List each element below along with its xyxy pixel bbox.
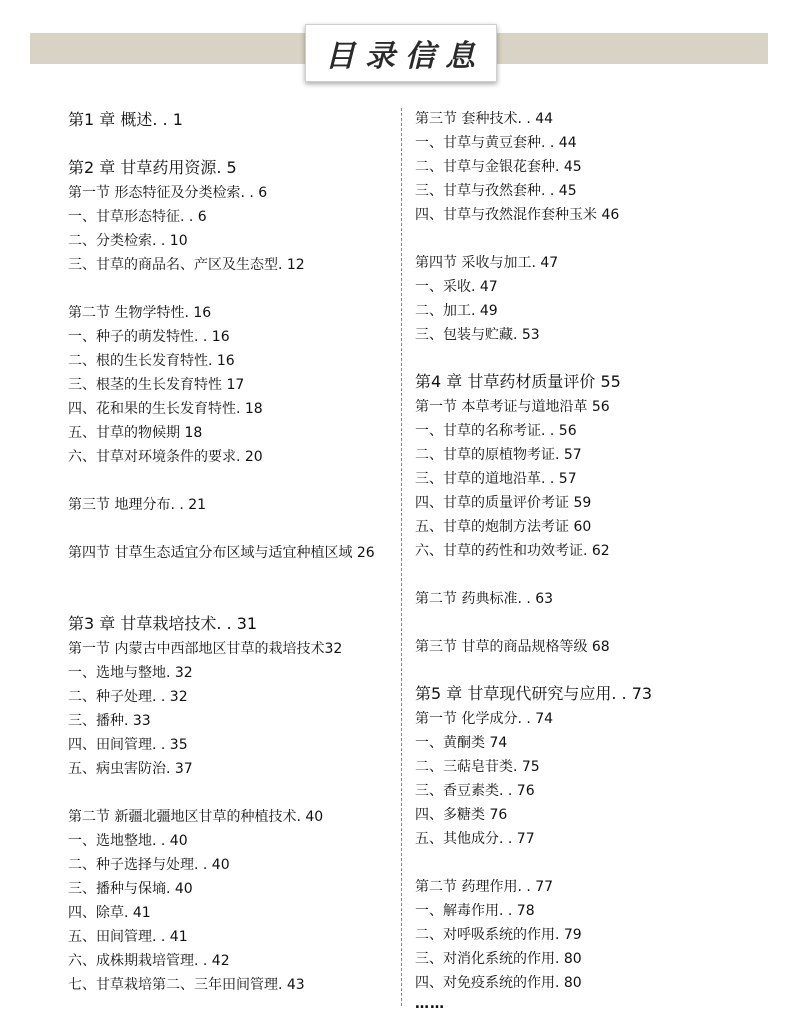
toc-entry: 二、分类检索. . 10 (68, 233, 188, 249)
toc-entry: 二、种子选择与处理. . 40 (68, 857, 230, 873)
toc-entry: 三、包装与贮藏. 53 (415, 327, 540, 343)
column-divider (401, 108, 402, 1006)
toc-entry: 四、对免疫系统的作用. 80 (415, 975, 582, 991)
toc-entry: 六、成株期栽培管理. . 42 (68, 953, 230, 969)
toc-entry: 五、甘草的物候期 18 (68, 425, 203, 441)
toc-continuation-ellipsis: …… (415, 996, 445, 1012)
toc-entry-chapter: 第2 章 甘草药用资源. 5 (68, 158, 237, 177)
toc-entry-section: 第二节 新疆北疆地区甘草的种植技术. 40 (68, 809, 324, 825)
toc-entry: 三、播种. 33 (68, 713, 151, 729)
toc-entry: 五、其他成分. . 77 (415, 831, 535, 847)
toc-entry: 一、采收. 47 (415, 279, 498, 295)
toc-entry: 七、甘草栽培第二、三年田间管理. 43 (68, 977, 305, 993)
toc-entry: 五、田间管理. . 41 (68, 929, 188, 945)
toc-entry-section: 第二节 药典标准. . 63 (415, 591, 554, 607)
toc-entry: 六、甘草的药性和功效考证. 62 (415, 543, 610, 559)
toc-entry: 一、种子的萌发特性. . 16 (68, 329, 230, 345)
toc-entry: 四、多糖类 76 (415, 807, 508, 823)
page-title: 目录信息 (325, 39, 485, 74)
toc-entry: 三、根茎的生长发育特性 17 (68, 377, 245, 393)
toc-entry: 一、黄酮类 74 (415, 735, 508, 751)
toc-entry: 四、田间管理. . 35 (68, 737, 188, 753)
header-title-box (305, 24, 497, 82)
toc-entry: 四、除草. 41 (68, 905, 151, 921)
toc-entry-section: 第三节 地理分布. . 21 (68, 497, 207, 513)
toc-entry: 五、甘草的炮制方法考证 60 (415, 519, 592, 535)
toc-entry-section: 第一节 内蒙古中西部地区甘草的栽培技术32 (68, 641, 343, 657)
toc-entry-section: 第四节 甘草生态适宜分布区域与适宜种植区域 26 (68, 545, 375, 561)
toc-entry-section: 第一节 化学成分. . 74 (415, 711, 554, 727)
toc-entry: 二、种子处理. . 32 (68, 689, 188, 705)
toc-entry: 一、甘草形态特征. . 6 (68, 209, 207, 225)
toc-entry: 三、甘草的道地沿革. . 57 (415, 471, 577, 487)
toc-entry: 二、甘草的原植物考证. 57 (415, 447, 582, 463)
toc-entry-section: 第三节 甘草的商品规格等级 68 (415, 639, 610, 655)
toc-entry: 一、选地与整地. 32 (68, 665, 193, 681)
toc-entry: 四、甘草与孜然混作套种玉米 46 (415, 207, 620, 223)
toc-entry-section: 第二节 生物学特性. 16 (68, 305, 212, 321)
toc-entry-chapter: 第3 章 甘草栽培技术. . 31 (68, 614, 258, 633)
toc-entry: 二、加工. 49 (415, 303, 498, 319)
toc-entry: 一、选地整地. . 40 (68, 833, 188, 849)
toc-entry-section: 第一节 形态特征及分类检索. . 6 (68, 185, 268, 201)
toc-entry: 六、甘草对环境条件的要求. 20 (68, 449, 263, 465)
toc-entry-section: 第三节 套种技术. . 44 (415, 111, 554, 127)
toc-entry-chapter: 第4 章 甘草药材质量评价 55 (415, 372, 621, 391)
toc-entry: 二、根的生长发育特性. 16 (68, 353, 235, 369)
toc-entry: 四、甘草的质量评价考证 59 (415, 495, 592, 511)
toc-entry: 一、甘草的名称考证. . 56 (415, 423, 577, 439)
toc-entry-section: 第二节 药理作用. . 77 (415, 879, 554, 895)
toc-entry: 二、三萜皂苷类. 75 (415, 759, 540, 775)
toc-entry: 三、播种与保墒. 40 (68, 881, 193, 897)
toc-entry: 五、病虫害防治. 37 (68, 761, 193, 777)
toc-entry: 一、解毒作用. . 78 (415, 903, 535, 919)
toc-entry-chapter: 第1 章 概述. . 1 (68, 110, 183, 129)
toc-entry-section: 第一节 本草考证与道地沿革 56 (415, 399, 610, 415)
toc-entry: 四、花和果的生长发育特性. 18 (68, 401, 263, 417)
toc-entry: 三、香豆素类. . 76 (415, 783, 535, 799)
toc-entry-chapter: 第5 章 甘草现代研究与应用. . 73 (415, 684, 653, 703)
toc-entry: 二、对呼吸系统的作用. 79 (415, 927, 582, 943)
toc-entry: 三、甘草与孜然套种. . 45 (415, 183, 577, 199)
toc-entry: 一、甘草与黄豆套种. . 44 (415, 135, 577, 151)
toc-entry: 三、对消化系统的作用. 80 (415, 951, 582, 967)
toc-entry: 二、甘草与金银花套种. 45 (415, 159, 582, 175)
toc-entry-section: 第四节 采收与加工. 47 (415, 255, 559, 271)
toc-entry: 三、甘草的商品名、产区及生态型. 12 (68, 257, 305, 273)
